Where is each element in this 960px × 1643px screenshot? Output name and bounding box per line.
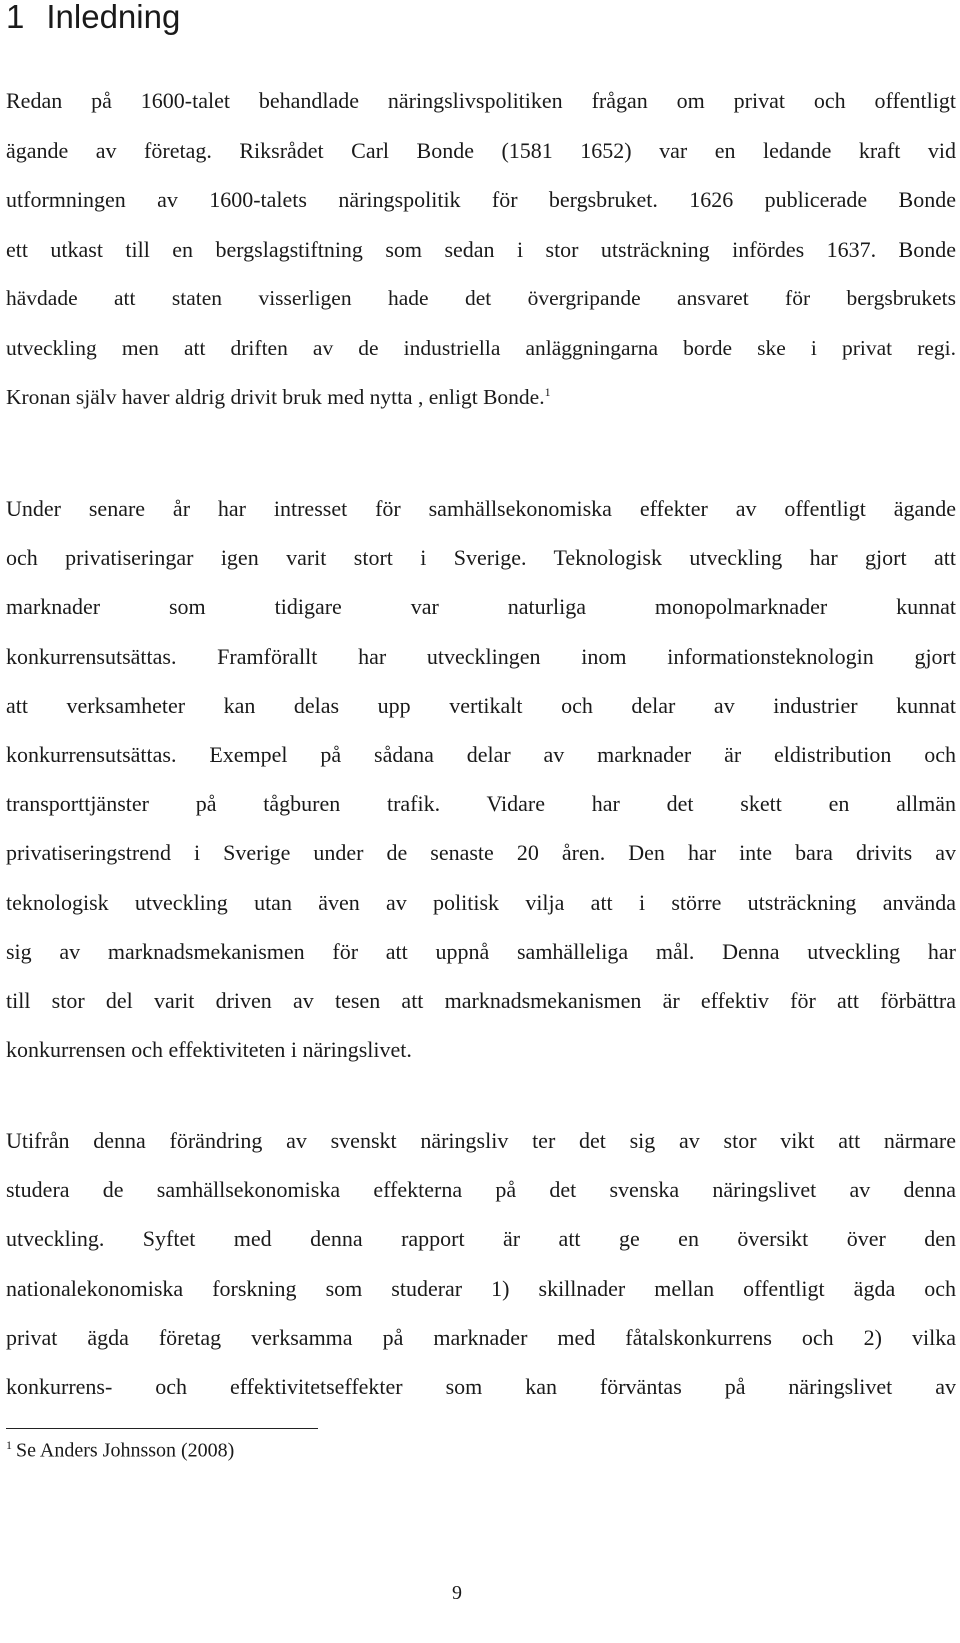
text-line: ett utkast till en bergslagstiftning som sedan i stor utsträckning infördes 1637. Bonde: [6, 236, 956, 262]
section-title: Inledning: [46, 0, 181, 35]
text-line-quote: [6, 373, 956, 423]
text-line: privat ägda företag verksamma på marknader med fåtalskonkurrens och 2) vilka: [6, 1324, 956, 1350]
section-number: 1: [6, 0, 25, 35]
text-line: teknologisk utveckling utan även av politisk vilja att i större utsträckning använda: [6, 889, 956, 915]
footnote-number: 1: [6, 1438, 12, 1452]
page-number: [0, 1582, 960, 1605]
text-line: att verksamheter kan delas upp vertikalt och delar av industrier kunnat: [6, 692, 956, 718]
text-line: konkurrensutsättas. Framförallt har utvecklingen inom informationsteknologin gjort: [6, 643, 956, 669]
text-line: konkurrens- och effektivitetseffekter som kan förväntas på näringslivet av: [6, 1374, 956, 1400]
text-line: privatiseringstrend i Sverige under de senaste 20 åren. Den har inte bara drivits av: [6, 840, 956, 866]
text-line: Redan på 1600-talet behandlade näringslivspolitiken frågan om privat och offentligt: [6, 88, 956, 113]
text-line: ägande av företag. Riksrådet Carl Bonde (1581 1652) var en ledande kraft vid: [6, 137, 956, 163]
text-line: studera de samhällsekonomiska effekterna på det svenska näringslivet av denna: [6, 1177, 956, 1203]
text-line: Under senare år har intresset för samhällsekonomiska effekter av offentligt ägande: [6, 496, 956, 521]
section-heading: [6, 0, 180, 34]
text-line: utveckling. Syftet med denna rapport är att ge en översikt över den: [6, 1226, 956, 1252]
quote-text: Kronan själv haver aldrig drivit bruk med nytta , enligt Bonde.: [6, 385, 545, 409]
text-line: nationalekonomiska forskning som studerar 1) skillnader mellan offentligt ägda och: [6, 1275, 956, 1301]
text-line: utveckling men att driften av de industriella anläggningarna borde ske i privat regi.: [6, 335, 956, 360]
footnote-text: Se Anders Johnsson (2008): [16, 1439, 235, 1462]
text-line: konkurrensen och effektiviteten i näringslivet.: [6, 1037, 412, 1063]
text-line: transporttjänster på tågburen trafik. Vidare har det skett en allmän: [6, 791, 956, 817]
footnote-reference: 1: [544, 384, 551, 399]
page-number-value: 9: [452, 1582, 462, 1604]
paragraph-intro-history: [6, 76, 956, 423]
paragraph-recent-interest: [6, 484, 956, 1074]
footnote-divider: [6, 1428, 318, 1429]
text-line: sig av marknadsmekanismen för att uppnå samhälleliga mål. Denna utveckling har: [6, 938, 956, 964]
text-line: utformningen av 1600-talets näringspolitik för bergsbruket. 1626 publicerade Bonde: [6, 187, 956, 212]
text-line: konkurrensutsättas. Exempel på sådana delar av marknader är eldistribution och: [6, 742, 956, 768]
text-line: marknader som tidigare var naturliga monopolmarknader kunnat: [6, 594, 956, 620]
paragraph-purpose: [6, 1116, 956, 1411]
footnote: [6, 1438, 234, 1463]
text-line: och privatiseringar igen varit stort i Sverige. Teknologisk utveckling har gjort att: [6, 545, 956, 571]
text-line: hävdade att staten visserligen hade det övergripande ansvaret för bergsbrukets: [6, 286, 956, 310]
text-line: till stor del varit driven av tesen att marknadsmekanismen är effektiv för att förbättra: [6, 988, 956, 1014]
text-line: Utifrån denna förändring av svenskt näringsliv ter det sig av stor vikt att närmare: [6, 1128, 956, 1153]
